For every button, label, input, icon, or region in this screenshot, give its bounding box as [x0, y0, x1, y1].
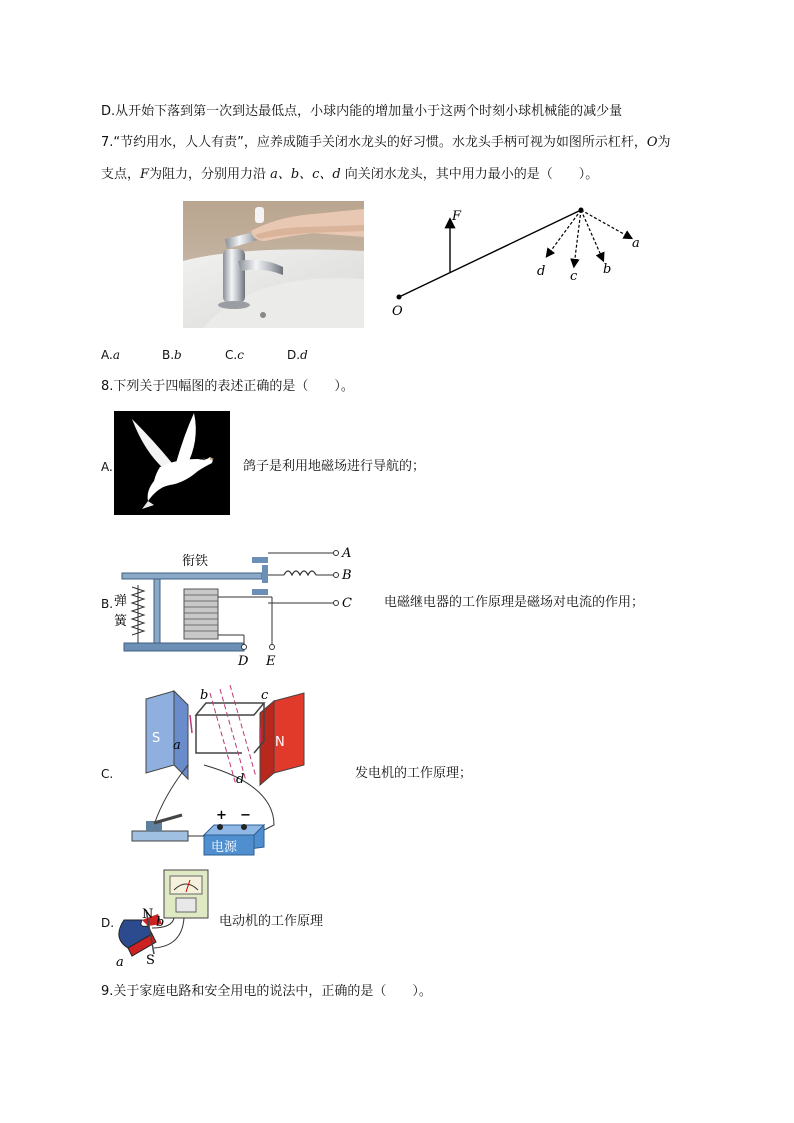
q8-a-label: A. — [101, 460, 113, 474]
label-a: a — [632, 236, 640, 251]
force-b-arrow — [581, 210, 603, 260]
q8-stem: 8.下列关于四幅图的表述正确的是（ ）。 — [101, 379, 354, 394]
label-F: F — [452, 209, 462, 224]
q8-d-text: 电动机的工作原理 — [219, 914, 324, 929]
q7-option-c: C.c — [225, 348, 244, 362]
q7-stem-text2b: 为阻力，分别用力沿 — [149, 167, 267, 182]
lever-bar — [399, 210, 581, 297]
q8-c-text: 发电机的工作原理； — [355, 766, 473, 781]
q7-stem-text2c: 向关闭水龙头，其中用力最小的是（ ）。 — [344, 167, 599, 182]
force-d-arrow — [547, 210, 581, 256]
q7-option-b: B.b — [162, 348, 182, 362]
relay-label-armature: 衔铁 — [182, 554, 209, 569]
relay-diagram — [114, 535, 356, 669]
q7-stem-O: O — [646, 135, 658, 150]
q7-stem-line1 — [101, 134, 671, 152]
q7-stem-text1-end: 为 — [657, 135, 671, 150]
q9-stem: 9.关于家庭电路和安全用电的说法中，正确的是（ ）。 — [101, 984, 432, 999]
galvanometer-diagram — [112, 868, 212, 968]
wire-label-b: b — [156, 915, 165, 930]
q7-stem-line2 — [101, 166, 598, 184]
q7-stem-text1: 7.“节约用水，人人有责”，应养成随手关闭水龙头的好习惯。水龙头手柄可视为如图所示杠杆， — [101, 135, 647, 150]
label-b: b — [603, 262, 612, 277]
relay-label-B: B — [342, 568, 352, 583]
q7-option-d: D.d — [287, 348, 308, 362]
relay-label-A: A — [342, 546, 352, 561]
relay-label-C: C — [342, 596, 352, 611]
q7-stem-F: F — [140, 167, 150, 182]
label-c: c — [570, 269, 578, 284]
lever-diagram — [380, 200, 660, 325]
coil-label-c: c — [261, 688, 269, 703]
coil-label-b: b — [200, 688, 209, 703]
horseshoe-label-N: N — [142, 907, 154, 922]
force-a-arrow — [581, 210, 631, 238]
coil-magnet-diagram — [124, 685, 324, 863]
magnet-label-N: N — [275, 735, 285, 750]
q8-b-text: 电磁继电器的工作原理是磁场对电流的作用； — [384, 595, 645, 610]
q8-a-text: 鸽子是利用地磁场进行导航的； — [243, 459, 426, 474]
relay-label-E: E — [266, 654, 276, 669]
magnet-label-S: S — [152, 731, 161, 746]
dove-photo — [114, 411, 230, 515]
wire-label-a: a — [116, 955, 124, 968]
q8-d-label: D. — [101, 916, 115, 930]
relay-label-spring1: 弹 — [114, 594, 128, 609]
faucet-photo — [183, 201, 364, 328]
coil-label-d: d — [236, 772, 245, 787]
fulcrum-point — [397, 295, 402, 300]
source-minus: − — [240, 808, 251, 823]
relay-label-spring2: 簧 — [114, 614, 128, 629]
power-source-label: 电源 — [211, 840, 238, 855]
label-d: d — [537, 264, 546, 279]
q8-b-label: B. — [101, 597, 114, 611]
horseshoe-label-S: S — [146, 953, 155, 968]
q7-option-a: A.a — [101, 348, 120, 362]
q6-option-d: D.从开始下落到第一次到达最低点，小球内能的增加量小于这两个时刻小球机械能的减少量 — [101, 104, 623, 119]
source-plus: + — [216, 808, 227, 823]
q7-stem-text2a: 支点， — [101, 167, 141, 182]
coil-label-a: a — [173, 738, 181, 753]
q7-stem-forces: a、b、c、d — [270, 167, 341, 182]
label-O: O — [392, 304, 403, 319]
q8-c-label: C. — [101, 767, 114, 781]
relay-label-D: D — [238, 654, 249, 669]
